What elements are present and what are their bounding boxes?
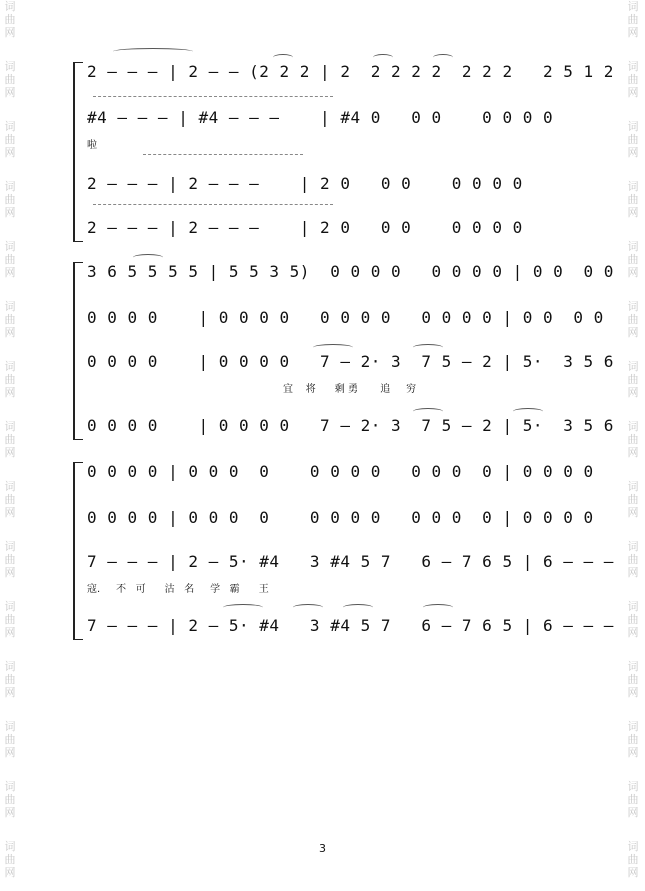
watermark-char: 网 — [4, 566, 16, 579]
watermark-char: 网 — [627, 446, 639, 459]
staff-1-2 — [87, 108, 563, 134]
watermark-char: 词 — [4, 420, 16, 433]
watermark-char: 词 — [627, 420, 639, 433]
watermark-char: 网 — [4, 746, 16, 759]
watermark-char: 曲 — [627, 73, 639, 86]
staff-2-1 — [87, 262, 614, 288]
notes: 0 0 0 0 | 0 0 0 0 7 — 2· 3 7 5 — 2 | 5· 3 5 6 — [87, 416, 614, 435]
notes: 0 0 0 0 | 0 0 0 0 7 — 2· 3 7 5 — 2 | 5· 3 5 6 — [87, 352, 614, 371]
watermark-char: 词 — [627, 0, 639, 13]
watermark-char: 曲 — [4, 373, 16, 386]
watermark-mark — [625, 240, 641, 300]
watermark-char: 词 — [627, 720, 639, 733]
watermark-char: 曲 — [627, 433, 639, 446]
watermark-char: 曲 — [627, 13, 639, 26]
watermark-char: 词 — [4, 840, 16, 853]
watermark-char: 词 — [4, 480, 16, 493]
watermark-mark — [2, 180, 18, 240]
tie-line — [93, 204, 333, 205]
notes: 0 0 0 0 | 0 0 0 0 0 0 0 0 0 0 0 0 | 0 0 0 0 — [87, 462, 594, 481]
watermark-char: 词 — [627, 660, 639, 673]
score-system-3 — [73, 462, 614, 640]
watermark-char: 网 — [4, 146, 16, 159]
watermark-char: 网 — [4, 26, 16, 39]
watermark-char: 词 — [4, 600, 16, 613]
watermark-char: 词 — [627, 360, 639, 373]
watermark-char: 词 — [4, 780, 16, 793]
watermark-char: 曲 — [627, 853, 639, 866]
watermark-char: 词 — [627, 540, 639, 553]
watermark-char: 曲 — [4, 733, 16, 746]
notes: 3 6 5 5 5 5 | 5 5 3 5) 0 0 0 0 0 0 0 0 | 0 0 0 0 — [87, 262, 614, 281]
slur — [343, 604, 373, 611]
watermark-mark — [2, 360, 18, 420]
watermark-char: 曲 — [627, 673, 639, 686]
watermark-char: 网 — [627, 26, 639, 39]
watermark-char: 曲 — [627, 373, 639, 386]
watermark-char: 词 — [4, 180, 16, 193]
score-system-2 — [73, 262, 614, 440]
watermark-char: 网 — [4, 326, 16, 339]
watermark-char: 曲 — [4, 673, 16, 686]
watermark-mark — [625, 180, 641, 240]
watermark-char: 词 — [627, 180, 639, 193]
watermark-char: 曲 — [627, 793, 639, 806]
watermark-mark — [625, 660, 641, 720]
watermark-char: 网 — [627, 686, 639, 699]
watermark-char: 词 — [4, 720, 16, 733]
triplet-mark — [273, 54, 293, 61]
staff-3-4 — [87, 616, 614, 642]
staff-1-4 — [87, 218, 563, 244]
slur — [513, 408, 543, 415]
staff-1-3 — [87, 174, 563, 200]
watermark-char: 曲 — [627, 553, 639, 566]
watermark-char: 网 — [627, 746, 639, 759]
slur — [313, 344, 353, 351]
watermark-char: 曲 — [4, 193, 16, 206]
watermark-char: 词 — [627, 60, 639, 73]
watermark-char: 词 — [627, 600, 639, 613]
staff-2-2 — [87, 308, 604, 334]
watermark-char: 网 — [627, 806, 639, 819]
notes: 0 0 0 0 | 0 0 0 0 0 0 0 0 0 0 0 0 | 0 0 0 0 — [87, 508, 594, 527]
watermark-char: 网 — [4, 686, 16, 699]
watermark-mark — [2, 600, 18, 660]
watermark-mark — [2, 780, 18, 840]
notes: #4 — — — | #4 — — — | #4 0 0 0 0 0 0 0 — [87, 108, 554, 127]
watermark-char: 词 — [4, 0, 16, 13]
watermark-mark — [2, 60, 18, 120]
watermark-char: 词 — [4, 660, 16, 673]
watermark-char: 曲 — [4, 433, 16, 446]
watermark-char: 网 — [627, 86, 639, 99]
notes: 2 — — — | 2 — — (2 2 2 | 2 2 2 2 2 2 2 2 2 5 1 2 — [87, 62, 614, 81]
watermark-char: 网 — [4, 506, 16, 519]
watermark-char: 词 — [4, 240, 16, 253]
watermark-char: 网 — [627, 386, 639, 399]
watermark-char: 曲 — [627, 253, 639, 266]
notes: 0 0 0 0 | 0 0 0 0 0 0 0 0 0 0 0 0 | 0 0 0 0 — [87, 308, 604, 327]
system-brace — [73, 462, 83, 640]
watermark-char: 曲 — [4, 793, 16, 806]
staff-2-3 — [87, 352, 614, 378]
triplet-mark — [373, 54, 393, 61]
watermark-mark — [2, 300, 18, 360]
watermark-char: 曲 — [4, 13, 16, 26]
watermark-char: 网 — [4, 206, 16, 219]
watermark-char: 曲 — [4, 313, 16, 326]
watermark-char: 网 — [627, 566, 639, 579]
watermark-right — [625, 0, 641, 891]
watermark-mark — [625, 540, 641, 600]
watermark-char: 网 — [4, 86, 16, 99]
watermark-mark — [2, 0, 18, 60]
watermark-char: 词 — [627, 480, 639, 493]
watermark-char: 词 — [627, 300, 639, 313]
watermark-mark — [625, 720, 641, 780]
staff-3-3 — [87, 552, 614, 578]
watermark-char: 词 — [627, 120, 639, 133]
slur — [293, 604, 323, 611]
slur — [223, 604, 263, 611]
watermark-char: 词 — [4, 540, 16, 553]
tie-line — [143, 154, 303, 155]
watermark-char: 曲 — [4, 613, 16, 626]
watermark-char: 曲 — [4, 553, 16, 566]
slur — [413, 344, 443, 351]
watermark-char: 网 — [627, 206, 639, 219]
system-brace — [73, 262, 83, 440]
watermark-char: 网 — [627, 266, 639, 279]
watermark-char: 曲 — [627, 193, 639, 206]
watermark-char: 曲 — [4, 73, 16, 86]
watermark-mark — [625, 60, 641, 120]
watermark-char: 网 — [627, 866, 639, 879]
watermark-char: 曲 — [4, 493, 16, 506]
watermark-char: 曲 — [627, 313, 639, 326]
lyric-line: 寇. 不 可 沽 名 学 霸 王 — [87, 584, 269, 595]
watermark-mark — [625, 480, 641, 540]
lyric-line: 宜 将 剩 勇 追 穷 — [283, 384, 417, 395]
watermark-char: 曲 — [4, 133, 16, 146]
watermark-mark — [625, 360, 641, 420]
slur — [413, 408, 443, 415]
watermark-mark — [2, 240, 18, 300]
lyric-line: 啦 — [87, 140, 97, 151]
notes: 7 — — — | 2 — 5· #4 3 #4 5 7 6 — 7 6 5 | 6 — — — — [87, 552, 614, 571]
system-brace — [73, 62, 83, 242]
notes: 7 — — — | 2 — 5· #4 3 #4 5 7 6 — 7 6 5 | 6 — — — — [87, 616, 614, 635]
slur — [113, 48, 193, 55]
watermark-char: 网 — [627, 626, 639, 639]
staff-3-1 — [87, 462, 594, 488]
watermark-char: 曲 — [627, 493, 639, 506]
watermark-char: 词 — [4, 60, 16, 73]
watermark-mark — [2, 420, 18, 480]
slur — [423, 604, 453, 611]
page-number: 3 — [319, 842, 326, 855]
watermark-char: 网 — [627, 506, 639, 519]
watermark-char: 网 — [4, 626, 16, 639]
watermark-char: 曲 — [627, 613, 639, 626]
watermark-mark — [625, 300, 641, 360]
watermark-mark — [2, 120, 18, 180]
watermark-char: 曲 — [4, 853, 16, 866]
staff-2-4 — [87, 416, 614, 442]
triplet-mark — [433, 54, 453, 61]
watermark-char: 曲 — [627, 733, 639, 746]
watermark-char: 网 — [4, 806, 16, 819]
watermark-char: 词 — [627, 780, 639, 793]
watermark-char: 网 — [627, 146, 639, 159]
staff-3-2 — [87, 508, 594, 534]
watermark-char: 词 — [4, 120, 16, 133]
watermark-char: 曲 — [4, 253, 16, 266]
watermark-char: 网 — [4, 266, 16, 279]
watermark-mark — [625, 120, 641, 180]
triplet-mark — [133, 254, 163, 261]
watermark-char: 网 — [4, 386, 16, 399]
notes: 2 — — — | 2 — — — | 2 0 0 0 0 0 0 0 — [87, 174, 523, 193]
watermark-char: 词 — [627, 240, 639, 253]
watermark-char: 词 — [4, 300, 16, 313]
watermark-mark — [2, 540, 18, 600]
watermark-left — [2, 0, 18, 891]
watermark-char: 网 — [627, 326, 639, 339]
watermark-char: 网 — [4, 446, 16, 459]
watermark-char: 词 — [627, 840, 639, 853]
watermark-mark — [2, 660, 18, 720]
watermark-mark — [625, 780, 641, 840]
watermark-char: 词 — [4, 360, 16, 373]
watermark-char: 网 — [4, 866, 16, 879]
watermark-char: 曲 — [627, 133, 639, 146]
notes: 2 — — — | 2 — — — | 2 0 0 0 0 0 0 0 — [87, 218, 523, 237]
watermark-mark — [625, 420, 641, 480]
staff-1-1 — [87, 62, 614, 88]
score-system-1 — [73, 62, 614, 242]
watermark-mark — [625, 600, 641, 660]
watermark-mark — [2, 480, 18, 540]
watermark-mark — [625, 0, 641, 60]
watermark-mark — [2, 720, 18, 780]
tie-line — [93, 96, 333, 97]
